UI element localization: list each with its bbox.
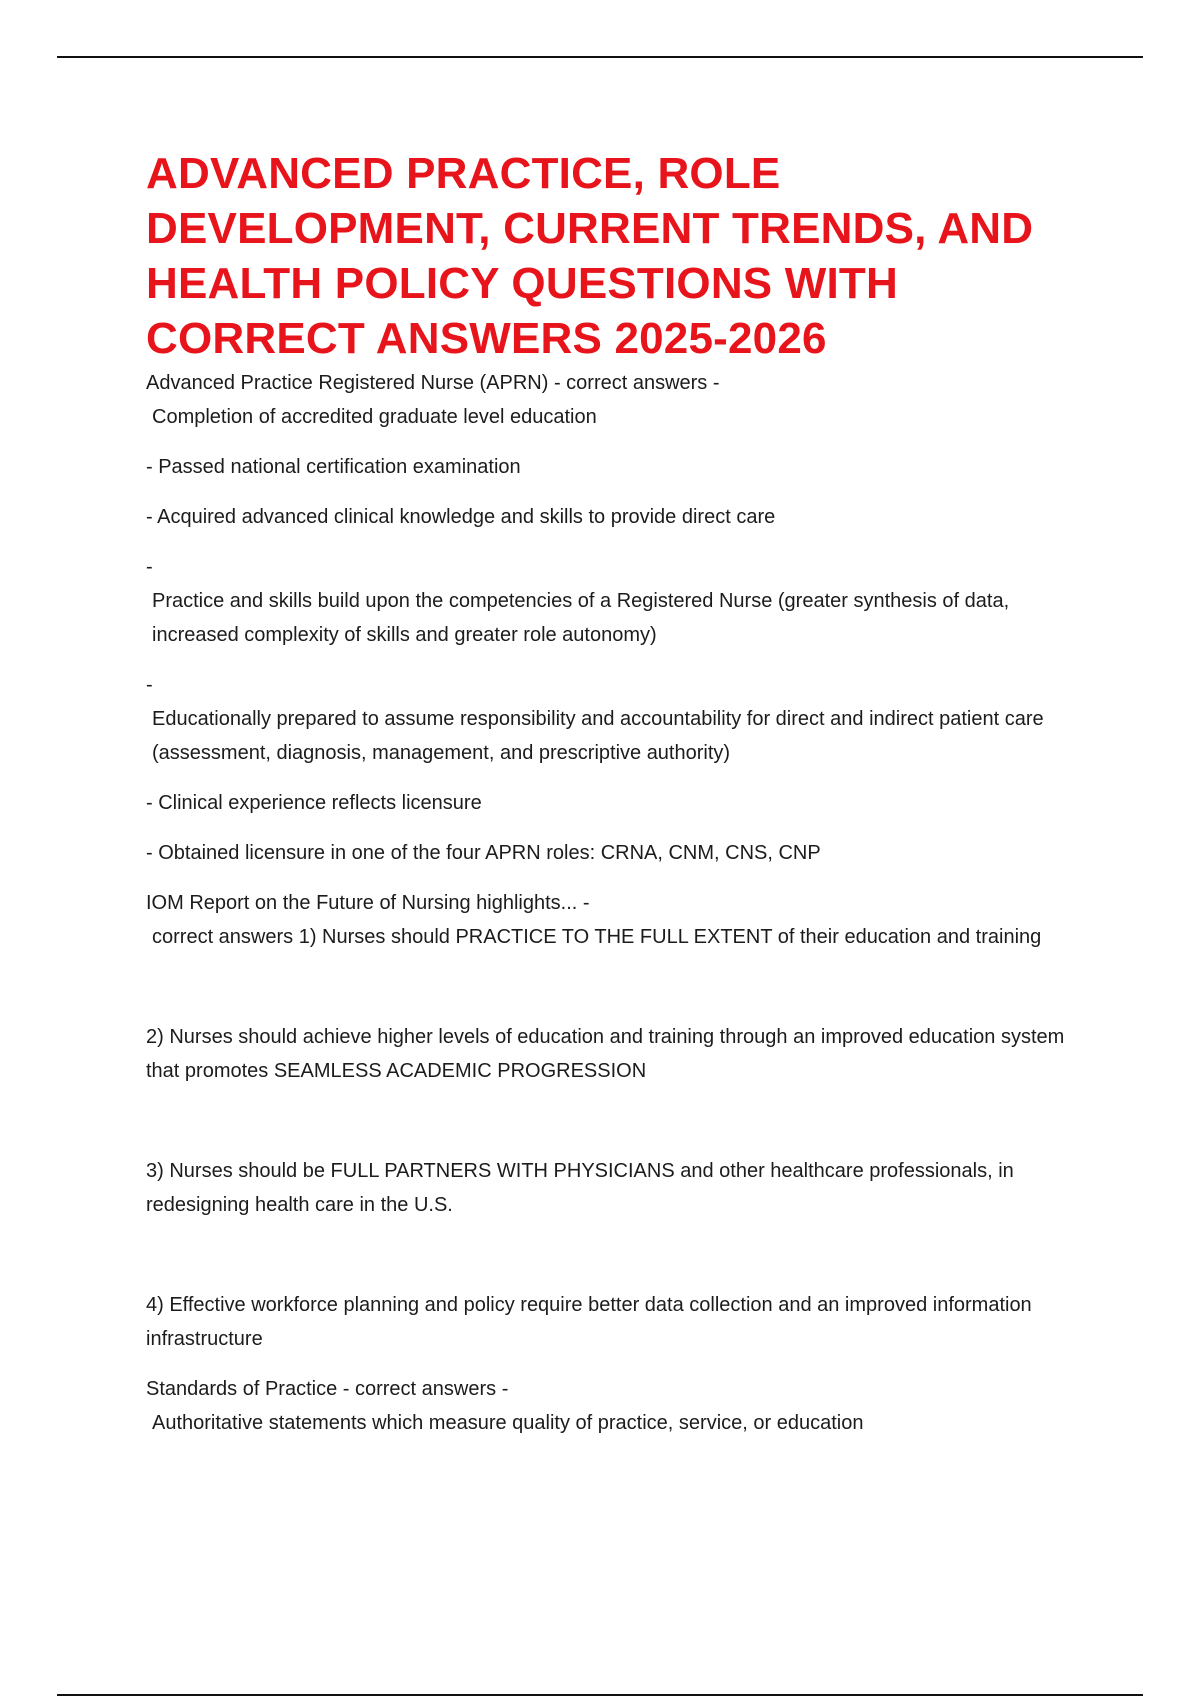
answer-aprn-bullet: - Passed national certification examination [146,456,521,478]
question-standards: Standards of Practice - correct answers - [146,1378,509,1400]
bottom-rule [57,1694,1143,1696]
answer-aprn-bullet: - Clinical experience reflects licensure [146,792,482,814]
answer-aprn-bullet: - Acquired advanced clinical knowledge and skills to provide direct care [146,506,776,528]
answer-iom-point: correct answers 1) Nurses should PRACTICE TO THE FULL EXTENT of their education and training [152,926,1042,948]
question-iom: IOM Report on the Future of Nursing highlights... - [146,892,590,914]
document-title: ADVANCED PRACTICE, ROLE DEVELOPMENT, CURRENT TRENDS, AND HEALTH POLICY QUESTIONS WITH CORRECT ANSWERS 2025-2026 [146,149,1034,363]
entry-standards [146,1372,1066,1440]
answer-aprn-dash: - [146,674,153,696]
question-aprn: Advanced Practice Registered Nurse (APRN) - correct answers - [146,372,720,394]
answer-aprn-bullet: Educationally prepared to assume responsibility and accountability for direct and indirect patient care (assessment, diagnosis, management, and prescriptive authority) [152,708,1050,764]
entry-iom [146,886,1070,1356]
answer-aprn-bullet: Practice and skills build upon the competencies of a Registered Nurse (greater synthesis of data, increased complexity of skills and greater role autonomy) [152,590,1015,646]
answer-iom-point: 3) Nurses should be FULL PARTNERS WITH PHYSICIANS and other healthcare professionals, in redesigning health care in the U.S. [146,1160,1020,1216]
answer-aprn-bullet: - Obtained licensure in one of the four APRN roles: CRNA, CNM, CNS, CNP [146,842,821,864]
answer-iom-point: 4) Effective workforce planning and policy require better data collection and an improved information infrastructure [146,1294,1038,1350]
document-body [146,146,1070,1440]
entry-aprn [146,366,1066,870]
answer-aprn-dash: - [146,556,153,578]
answer-aprn-first: Completion of accredited graduate level education [152,406,597,428]
answer-iom-point: 2) Nurses should achieve higher levels of education and training through an improved education system that promotes SEAMLESS ACADEMIC PROGRESSION [146,1026,1070,1082]
answer-standards: Authoritative statements which measure quality of practice, service, or education [152,1412,864,1434]
top-rule [57,56,1143,58]
